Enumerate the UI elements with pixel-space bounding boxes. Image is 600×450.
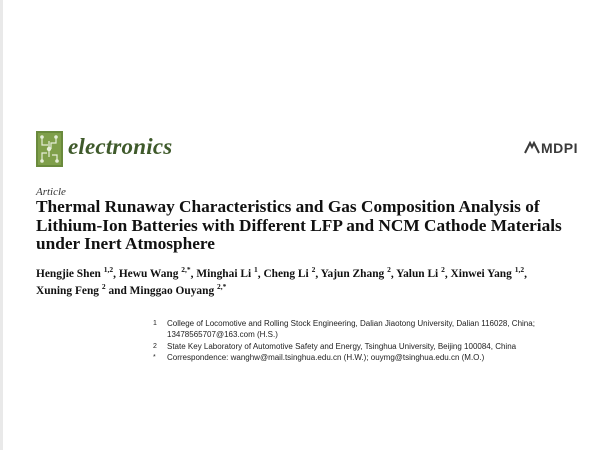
author-affiliation-marker: 2 bbox=[387, 265, 391, 275]
affiliation-text: College of Locomotive and Rolling Stock Engineering, Dalian Jiaotong University, Dalian 116028, China; 13478565707@163.com (H.S.) bbox=[167, 319, 535, 339]
author[interactable]: Minggao Ouyang bbox=[129, 285, 215, 297]
author[interactable]: Xuning Feng bbox=[36, 285, 99, 297]
journal-name: electronics bbox=[68, 134, 173, 159]
author-affiliation-marker: 1,2 bbox=[514, 265, 525, 275]
affiliation-marker: 2 bbox=[153, 343, 157, 350]
author[interactable]: Minghai Li bbox=[196, 268, 252, 280]
author-affiliation-marker: 2 bbox=[311, 265, 316, 275]
author[interactable]: Yajun Zhang bbox=[320, 268, 385, 280]
author-affiliation-marker: 1,2 bbox=[103, 265, 114, 275]
page-edge bbox=[0, 0, 3, 450]
article-title: Thermal Runaway Characteristics and Gas Composition Analysis of Lithium-Ion Batteries with Different LFP and NCM Cathode Materials under Inert Atmosphere bbox=[36, 197, 562, 253]
mdpi-chevron-icon bbox=[523, 139, 541, 157]
author-affiliation-marker: 2 bbox=[441, 265, 445, 275]
affiliation-marker: 1 bbox=[153, 320, 157, 327]
author-affiliation-marker: 2,* bbox=[217, 282, 227, 292]
affiliation bbox=[153, 341, 587, 352]
author-list: Hengjie Shen $^{1,2}$, Hewu Wang $^{2,*}$, Minghai Li $^1$, Cheng Li $^2$, Yajun Zhang $^2$, Yalun Li $^2$, Xinwei Yang $^{1,2}$, Xuning Feng $^2$ and Minggao Ouyang $^{2,*}$ bbox=[36, 265, 527, 297]
corresponding-author-marker: * bbox=[186, 265, 191, 275]
affiliation-text: Correspondence: wanghw@mail.tsinghua.edu.cn (H.W.); ouymg@tsinghua.edu.cn (M.O.) bbox=[167, 353, 485, 362]
affiliation bbox=[153, 318, 587, 340]
affiliation bbox=[153, 352, 587, 363]
author[interactable]: Xinwei Yang bbox=[450, 268, 512, 280]
author[interactable]: Hengjie Shen bbox=[36, 268, 101, 280]
publisher-name: MDPI bbox=[541, 140, 578, 156]
affiliation-marker: * bbox=[153, 354, 156, 361]
affiliation-text: State Key Laboratory of Automotive Safety and Energy, Tsinghua University, Beijing 100084, China bbox=[167, 342, 517, 351]
publisher-logo bbox=[523, 138, 578, 158]
author[interactable]: Hewu Wang bbox=[118, 268, 179, 280]
author-affiliation-marker: 1 bbox=[253, 265, 258, 275]
author[interactable]: Yalun Li bbox=[396, 268, 439, 280]
author-affiliation-marker: 2 bbox=[101, 282, 106, 292]
author[interactable]: Cheng Li bbox=[263, 268, 309, 280]
article-type: Article bbox=[36, 186, 66, 198]
circuit-board-icon bbox=[36, 131, 63, 167]
author-affiliation-marker: 2,* bbox=[181, 265, 191, 275]
corresponding-author-marker: * bbox=[222, 282, 227, 292]
